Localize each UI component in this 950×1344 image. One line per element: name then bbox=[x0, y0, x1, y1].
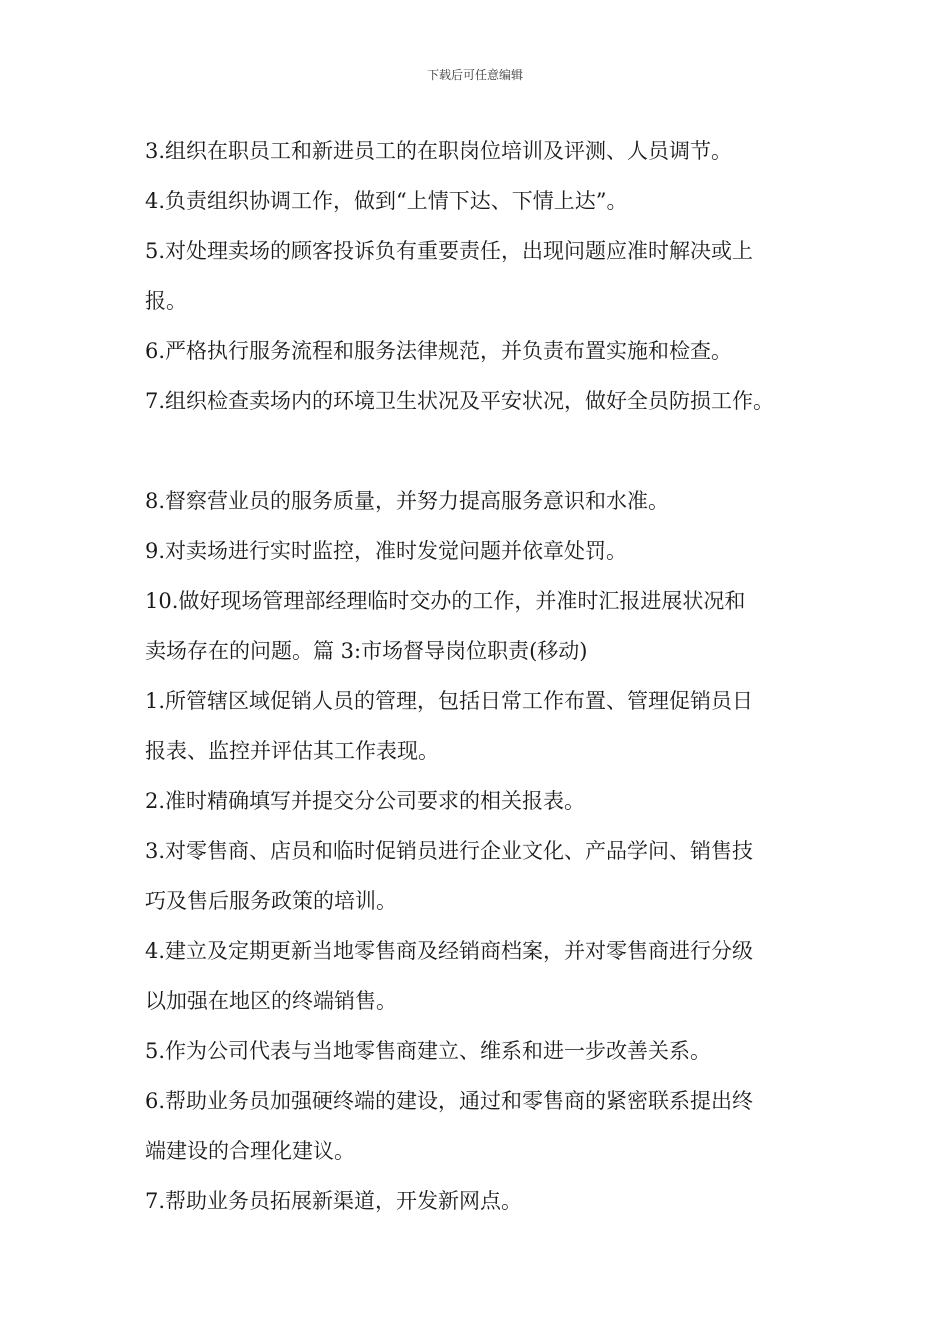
paragraph-line: 端建设的合理化建议。 bbox=[145, 1139, 355, 1163]
paragraph-line: 4.建立及定期更新当地零售商及经销商档案，并对零售商进行分级 bbox=[145, 939, 754, 963]
paragraph-line: 7.帮助业务员拓展新渠道，开发新网点。 bbox=[145, 1189, 523, 1213]
paragraph-line: 7.组织检查卖场内的环境卫生状况及平安状况，做好全员防损工作。 bbox=[145, 389, 775, 413]
paragraph-line: 3.组织在职员工和新进员工的在职岗位培训及评测、人员调节。 bbox=[145, 139, 733, 163]
paragraph-line: 8.督察营业员的服务质量，并努力提高服务意识和水准。 bbox=[145, 489, 670, 513]
blank-line bbox=[145, 430, 835, 480]
paragraph-line: 巧及售后服务政策的培训。 bbox=[145, 889, 397, 913]
paragraph-line: 10.做好现场管理部经理临时交办的工作，并准时汇报进展状况和 bbox=[145, 589, 746, 613]
paragraph-line: 5.对处理卖场的顾客投诉负有重要责任，出现问题应准时解决或上 bbox=[145, 239, 754, 263]
paragraph-line: 2.准时精确填写并提交分公司要求的相关报表。 bbox=[145, 789, 586, 813]
paragraph-line: 报。 bbox=[145, 289, 187, 313]
paragraph-line: 以加强在地区的终端销售。 bbox=[145, 989, 397, 1013]
paragraph-line: 1.所管辖区域促销人员的管理，包括日常工作布置、管理促销员日 bbox=[145, 689, 754, 713]
page-header: 下载后可任意编辑 bbox=[426, 68, 523, 82]
paragraph-line: 4.负责组织协调工作，做到“上情下达、下情上达”。 bbox=[145, 189, 628, 213]
paragraph-line: 卖场存在的问题。篇 3:市场督导岗位职责(移动) bbox=[145, 639, 588, 663]
paragraph-line: 3.对零售商、店员和临时促销员进行企业文化、产品学问、销售技 bbox=[145, 839, 754, 863]
paragraph-line: 9.对卖场进行实时监控，准时发觉问题并依章处罚。 bbox=[145, 539, 628, 563]
paragraph-line: 6.严格执行服务流程和服务法律规范，并负责布置实施和检查。 bbox=[145, 339, 733, 363]
paragraph-line: 6.帮助业务员加强硬终端的建设，通过和零售商的紧密联系提出终 bbox=[145, 1089, 754, 1113]
paragraph-line: 报表、监控并评估其工作表现。 bbox=[145, 739, 439, 763]
paragraph-line: 5.作为公司代表与当地零售商建立、维系和进一步改善关系。 bbox=[145, 1039, 712, 1063]
body-text bbox=[145, 130, 835, 1230]
